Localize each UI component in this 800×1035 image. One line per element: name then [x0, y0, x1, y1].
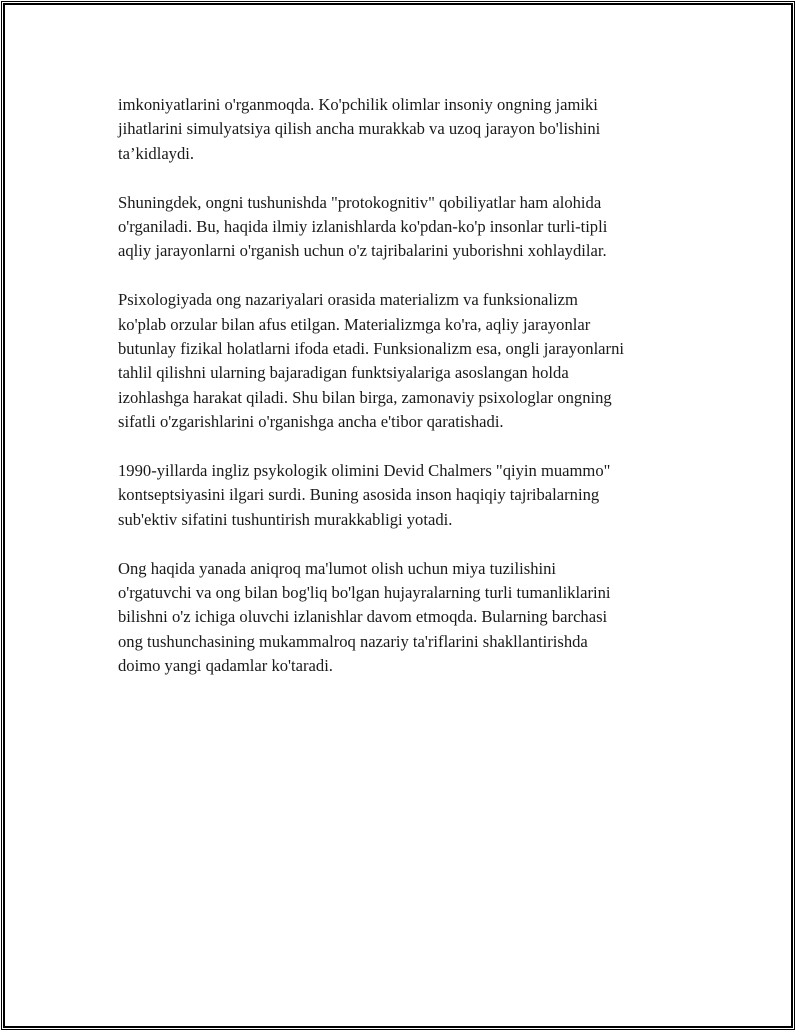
paragraph-1: imkoniyatlarini o'rganmoqda. Ko'pchilik olimlar insoniy ongning jamiki jihatlarini simulyatsiya qilish ancha murakkab va uzoq jarayon bo'lishini ta’kidlaydi.	[118, 95, 601, 163]
paragraph-4: 1990-yillarda ingliz psykologik olimini Devid Chalmers "qiyin muammo" kontseptsiyasini ilgari surdi. Buning asosida inson haqiqiy tajribalarning sub'ektiv sifatini tushuntirish murakkabligi yotadi.	[118, 461, 611, 529]
paragraph-3: Psixologiyada ong nazariyalari orasida materializm va funksionalizm ko'plab orzular bilan afus etilgan. Materializmga ko'ra, aqliy jarayonlar butunlay fizikal holatlarni ifoda etadi. Funksionalizm esa, ongli jarayonlarni tahlil qilishni ularning bajaradigan funktsiyalariga asoslangan holda izohlashga harakat qiladi. Shu bilan birga, zamonaviy psixologlar ongning sifatli o'zgarishlarini o'rganishga ancha e'tibor qaratishadi.	[118, 290, 624, 432]
paragraph-5: Ong haqida yanada aniqroq ma'lumot olish uchun miya tuzilishini o'rgatuvchi va ong bilan bog'liq bo'lgan hujayralarning turli tumanliklarini bilishni o'z ichiga oluvchi izlanishlar davom etmoqda. Bularning barchasi ong tushunchasining mukammalroq nazariy ta'riflarini shakllantirishda doimo yangi qadamlar ko'taradi.	[118, 558, 611, 676]
paragraph-2: Shuningdek, ongni tushunishda "protokognitiv" qobiliyatlar ham alohida o'rganiladi. Bu, haqida ilmiy izlanishlarda ko'pdan-ko'p insonlar turli-tipli aqliy jarayonlarni o'rganish uchun o'z tajribalarini yuborishni xohlaydilar.	[118, 192, 608, 261]
document-body	[118, 93, 693, 703]
